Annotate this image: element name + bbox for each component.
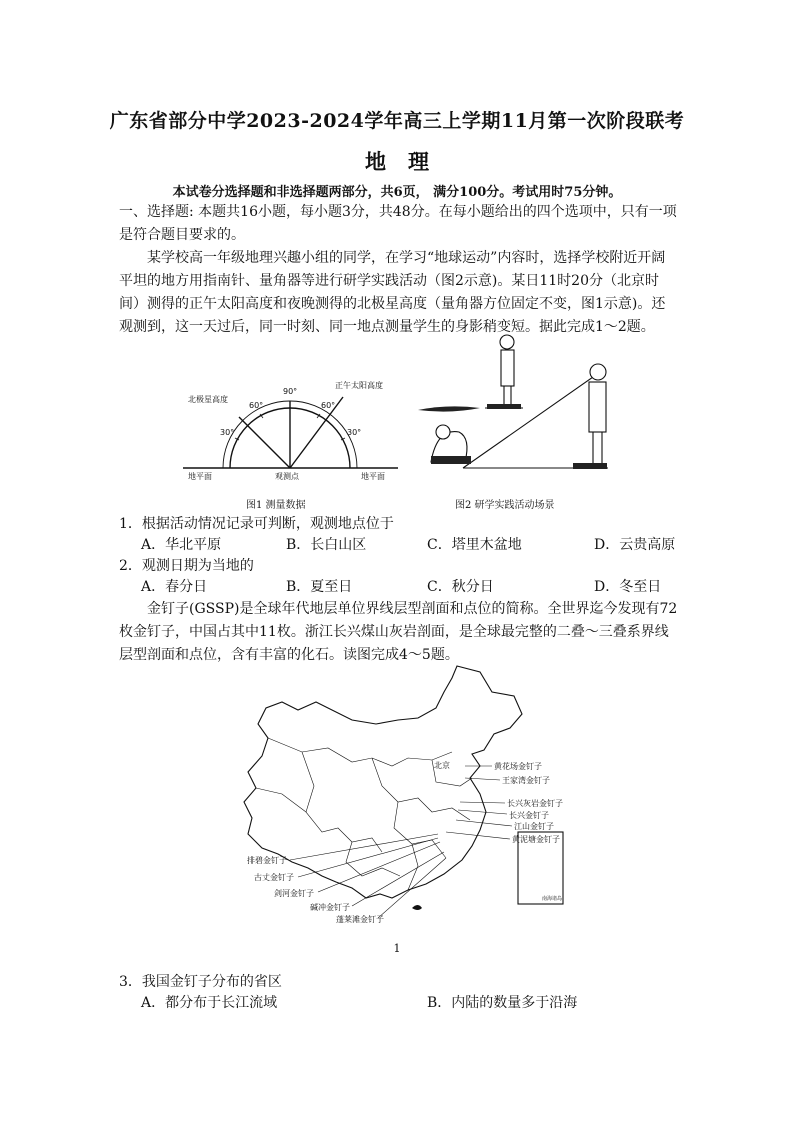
q2-option-b[interactable]: B．夏至日	[286, 579, 353, 595]
map-label-changxing: 长兴金钉子	[509, 811, 549, 820]
label-observation-point: 观测点	[275, 472, 299, 481]
question-2-stem: 2．观测日期为当地的	[119, 558, 254, 574]
map-label-huanghuachang: 黄花场金钉子	[494, 762, 542, 771]
map-label-penglaitan: 蓬莱滩金钉子	[336, 915, 384, 924]
figure-2-caption: 图2 研学实践活动场景	[455, 500, 555, 511]
q2-option-a[interactable]: A．春分日	[141, 579, 208, 595]
passage-2: 金钉子(GSSP)是全球年代地层单位界线层型剖面和点位的简称。全世界迄今发现有72枚金钉子，中国占其中11枚。浙江长兴煤山灰岩剖面，是全球最完整的二叠～三叠系界线层型剖面和点位，含有丰富的化石。读图完成4～5题。	[119, 601, 678, 663]
q3-option-a[interactable]: A．都分布于长江流域	[141, 995, 278, 1011]
map-label-changxing-limestone: 长兴灰岩金钉子	[507, 799, 563, 808]
exam-info: 本试卷分选择题和非选择题两部分，共6页， 满分100分。考试用时75分钟。	[172, 185, 622, 200]
tick-30-left: 30°	[220, 428, 235, 437]
question-1-stem: 1．根据活动情况记录可判断，观测地点位于	[119, 516, 394, 532]
map-label-jiangshan: 江山金钉子	[514, 822, 554, 831]
figure-1-protractor	[183, 380, 398, 485]
section-intro: 一、选择题: 本题共16小题，每小题3分，共48分。在每小题给出的四个选项中，只有一项是符合题目要求的。	[119, 204, 677, 243]
label-noon-sun-altitude: 正午太阳高度	[335, 381, 383, 390]
map-inset-label: 南海诸岛	[542, 896, 563, 902]
figure-1-caption: 图1 测量数据	[246, 500, 306, 511]
china-gssp-map	[222, 662, 577, 937]
map-label-guzhang: 古丈金钉子	[254, 873, 294, 882]
map-label-paibi: 排碧金钉子	[247, 856, 287, 865]
question-3-stem: 3．我国金钉子分布的省区	[119, 974, 282, 990]
q2-option-d[interactable]: D．冬至日	[594, 579, 662, 595]
q2-option-c[interactable]: C．秋分日	[427, 579, 494, 595]
exam-title: 广东省部分中学2023-2024学年高三上学期11月第一次阶段联考	[109, 110, 685, 132]
q1-option-b[interactable]: B．长白山区	[286, 537, 367, 553]
label-ground-right: 地平面	[361, 472, 385, 481]
page-number: 1	[393, 942, 401, 955]
map-label-beijing: 北京	[434, 761, 450, 770]
map-label-wangjiawan: 王家湾金钉子	[502, 776, 550, 785]
q1-option-a[interactable]: A．华北平原	[141, 537, 222, 553]
tick-60-right: 60°	[321, 401, 336, 410]
tick-30-right: 30°	[347, 428, 362, 437]
figure-2-scene	[413, 330, 613, 480]
tick-60-left: 60°	[249, 401, 264, 410]
q3-option-b[interactable]: B．内陆的数量多于沿海	[427, 995, 578, 1011]
passage-1: 某学校高一年级地理兴趣小组的同学，在学习“地球运动”内容时，选择学校附近开阔平坦的地方用指南针、量角器等进行研学实践活动（图2示意)。某日11时20分（北京时间）测得的正午太阳高度和夜晚测得的北极星高度（量角器方位固定不变，图1示意)。还观测到，这一天过后，同一时刻、同一地点测量学生的身影稍变短。据此完成1～2题。	[119, 250, 666, 335]
subject-title: 地理	[365, 149, 451, 174]
map-label-huangnitang: 黄泥塘金钉子	[512, 835, 560, 844]
tick-90: 90°	[283, 387, 298, 396]
q1-option-d[interactable]: D．云贵高原	[594, 537, 676, 553]
map-label-jianhe: 剑河金钉子	[274, 889, 314, 898]
label-polaris-altitude: 北极星高度	[188, 395, 228, 404]
map-label-jianchong: 碱冲金钉子	[310, 903, 350, 912]
label-ground-left: 地平面	[188, 472, 212, 481]
q1-option-c[interactable]: C．塔里木盆地	[427, 537, 522, 553]
